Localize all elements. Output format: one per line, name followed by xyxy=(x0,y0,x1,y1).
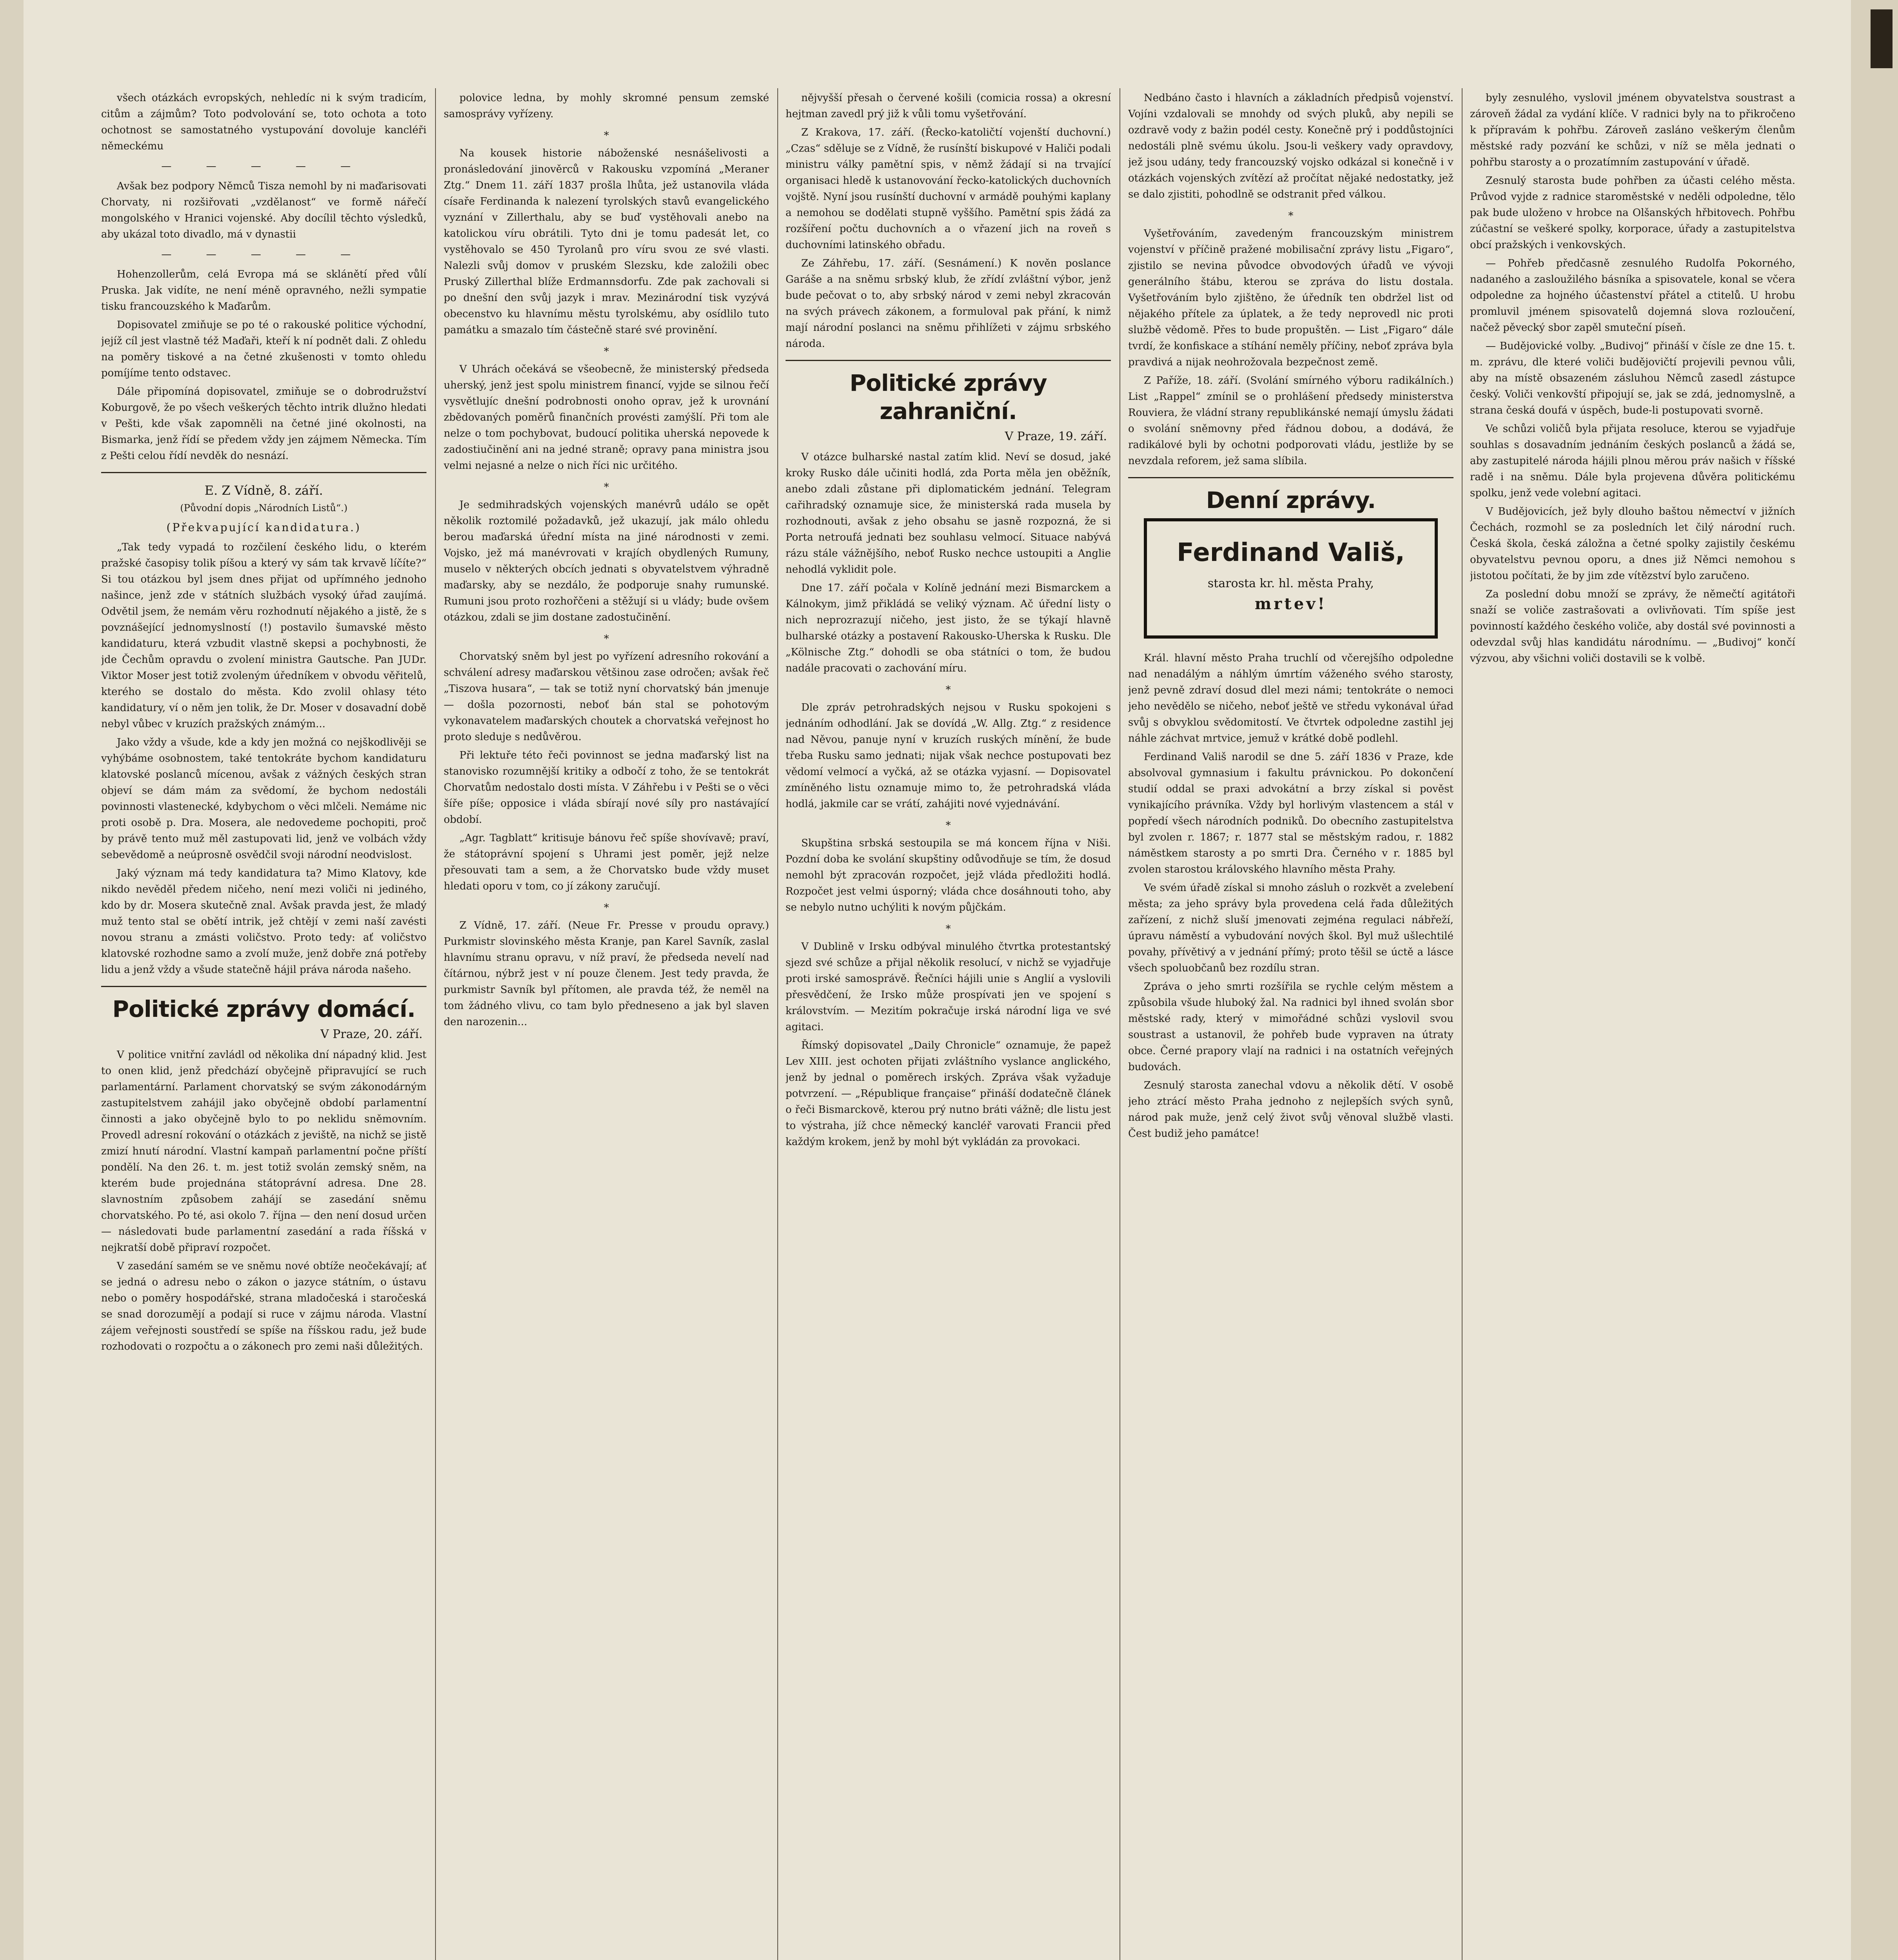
paragraph: Dopisovatel zmiňuje se po té o rakouské politice východní, jejíž cíl jest vlastně též Maďaři, kteří k ní podnět dali. Z ohledu na poměry tiskové a na četné zkušenosti v tomto ohledu pomíjíme tento odstavec. xyxy=(101,319,426,379)
article-subtitle: (Překvapující kandidatura.) xyxy=(166,521,361,534)
article-source: (Původní dopis „Národních Listů“.) xyxy=(180,503,348,514)
paragraph: Zpráva o jeho smrti rozšířila se rychle celým městem a způsobila všude hluboký žal. Na radnici byl ihned svolán sbor městské rady, který v mimořádné schůzi vyslovil svou soustrast a ustanovil, že pohřeb bude vypraven na útraty obce. Černé prapory vlají na radnici i na ostatních veřejných budovách. xyxy=(1128,981,1453,1073)
paragraph: Zesnulý starosta bude pohřben za účasti celého města. Průvod vyjde z radnice staroměstské v neděli odpoledne, tělo pak bude uloženo v hrobce na Olšanských hřbitovech. Pohřbu zúčastní se veškeré spolky, korporace, úřady a zastupitelstva obcí pražských i venkovských. xyxy=(1470,175,1795,251)
dateline: V Praze, 20. září. xyxy=(320,1027,423,1041)
star-divider-icon: * xyxy=(604,481,609,493)
column-rule xyxy=(777,88,778,1960)
paragraph: nějvyšší přesah o červené košili (comicia rossa) a okresní hejtman zavedl prý již k vůli tomu vyšetřování. xyxy=(786,92,1111,120)
paragraph: Král. hlavní město Praha truchlí od včerejšího odpoledne nad nenadálým a náhlým úmrtím váženého svého starosty, jenž pevně zdraví dosud dlel mezi námi; tentokráte o nemoci jeho nevědělo se ničeho, neboť ještě ve středu vykonával úřad svůj s obvyklou svědomitostí. Ve čtvrtek odpoledne zastihl jej náhle záchvat mrtvice, jemuž v krátké době podlehl. xyxy=(1128,652,1453,744)
dateline: V Praze, 19. září. xyxy=(1005,430,1107,443)
paragraph: Zesnulý starosta zanechal vdovu a několik dětí. V osobě jeho ztrácí město Praha jednoho z nejlepších svých synů, národ pak muže, jenž celý život svůj věnoval službě vlasti. Čest budiž jeho památce! xyxy=(1128,1080,1453,1140)
paragraph: Z Vídně, 17. září. (Neue Fr. Presse v proudu opravy.) Purkmistr slovinského města Kranje, pan Karel Savník, zaslal hlavnímu stranu opravu, v níž praví, že předseda nevelí nad čítárnou, nýbrž jest v ní pouze členem. Jest tedy pravda, že purkmistr Savník byl přítomen, ale pravda též, že neměl na tom žádného vlivu, co tam bylo předneseno a jak byl slaven den narozenin... xyxy=(444,920,769,1028)
paragraph: všech otázkách evropských, nehledíc ni k svým tradicím, citům a zájmům? Toto podvolování se, toto ochota a toto ochotnost se samostatného vystupování dovoluje kancléři německému xyxy=(101,92,426,152)
paragraph: polovice ledna, by mohly skromné pensum zemské samosprávy vyřízeny. xyxy=(444,92,769,120)
paragraph: V zasedání samém se ve sněmu nové obtíže neočekávají; ať se jedná o adresu nebo o zákon o jazyce státním, o ústavu nebo o poměry hospodářské, strana mladočeská i staročeská se snad dorozumějí a podají si ruce v zájmu národa. Vlastní zájem veřejnosti soustředí se spíše na říšskou radu, jež bude rozhodovati o rozpočtu a o zákonech pro zemi naši důležitých. xyxy=(101,1260,426,1352)
star-divider-icon: * xyxy=(1288,210,1294,222)
paragraph: Dále připomíná dopisovatel, zmiňuje se o dobrodružství Koburgově, že po všech veškerých těchto intrik dlužno hledati v Pešti, kde však zapomněli na četné jiné okolnosti, na Bismarka, jenž řídí se předem vždy jen zájmem Německa. Tím z Pešti celou řídí nevděk do nesnází. xyxy=(101,386,426,462)
star-divider-icon: * xyxy=(604,130,609,142)
column-5 xyxy=(1470,90,1795,1960)
paragraph: V Dublině v Irsku odbýval minulého čtvrtka protestantský sjezd své schůze a přijal několik resolucí, v nichž se vyjadřuje proti irské samosprávě. Řečníci hájili unie s Anglií a vyslovili přesvědčení, že Irsko může prospívati jen ve spojení s královstvím. — Mezitím pokračuje irská národní liga ve své agitaci. xyxy=(786,941,1111,1033)
paragraph: Hohenzollerům, celá Evropa má se sklánětí před vůlí Pruska. Jak vidíte, ne není méně opravného, nežli sympatie tisku francouzského k Maďarům. xyxy=(101,269,426,312)
ellipsis-dashes: — — — — — xyxy=(161,249,367,260)
paragraph: Ferdinand Vališ narodil se dne 5. září 1836 v Praze, kde absolvoval gymnasium i fakultu právnickou. Po dokončení studií oddal se praxi advokátní a brzy získal si pověst vynikajícího právníka. Vždy byl horlivým vlastencem a stál v popředí všech národních podniků. Do obecního zastupitelstva byl zvolen r. 1867; r. 1877 stal se městským radou, r. 1882 náměstkem starosty a po smrti Dra. Černého v r. 1885 byl zvolen starostou královského hlavního města Prahy. xyxy=(1128,751,1453,875)
paragraph: — Budějovické volby. „Budivoj“ přináší v čísle ze dne 15. t. m. zprávu, dle které voliči budějovičtí projevili pevnou vůli, aby na místě obsazeném zásluhou Němců zasedl zástupce český. Voliči venkovští připojují se, jak se zdá, jednomyslně, a strana česká doufá v úspěch, bude-li postupovati svorně. xyxy=(1470,340,1795,416)
paragraph: V Uhrách očekává se všeobecně, že ministerský předseda uherský, jenž jest spolu ministrem financí, vyjde se silnou řečí vysvětlujíc dnešní podrobnosti onoho oprav, jež k urovnání zbědovaných poměrů finančních provésti zamýšlí. Při tom ale nelze o tom pochybovat, budoucí politika uherská nepovede k zadostiučinění ani na jedné straně; opravy pana ministra jsou velmi nejasné a nelze o nich říci nic určitého. xyxy=(444,363,769,472)
paragraph: — Pohřeb předčasně zesnulého Rudolfa Pokorného, nadaného a zasloužilého básníka a spisovatele, konal se včera odpoledne za hojného účastenství přátel a ctitelů. U hrobu promluvil jménem spisovatelů dojemná slova rozloučení, načež pěvecký sbor zapěl smuteční píseň. xyxy=(1470,258,1795,334)
paragraph: V otázce bulharské nastal zatím klid. Neví se dosud, jaké kroky Rusko dále učiniti hodlá, zda Porta měla jen oběžník, anebo zdali zůstane při diplomatickém jednání. Telegram cařihradský oznamuje sice, že ministerská rada musela by rozhodnouti, avšak z jeho obsahu se jasně rozpozná, že si Porta netroufá jednati bez souhlasu velmocí. Situace nabývá rázu stále vážnějšího, neboť Rusko nechce ustoupiti a Anglie nehodlá vyklidit pole. xyxy=(786,451,1111,575)
paragraph: Nedbáno často i hlavních a základních předpisů vojenství. Vojíni vzdalovali se mnohdy od svých pluků, aby nepili se ozdravě vody z bažin podél cesty. Konečně prý i poddůstojníci nedostáli plně svému úkolu. Jsou-li veškery vady opravdovy, jež jsou udány, tedy francouzský vojsko odkázal si konečně i v otázkách vojenských zvítězí až pročítat nějaké nedostatky, jež se dalo zjistiti, pohodlně se odstranit před válkou. xyxy=(1128,92,1453,200)
column-2 xyxy=(444,90,769,1960)
registration-mark xyxy=(1871,9,1893,68)
article-title: E. Z Vídně, 8. září. xyxy=(204,483,323,498)
page-left-edge xyxy=(0,0,24,1960)
obituary-status: mrtev! xyxy=(1254,595,1327,613)
paragraph: Za poslední dobu množí se zprávy, že němečtí agitátoři snaží se voliče zastrašovati a ovlivňovati. Tím spíše jest povinností každého českého voliče, aby dostál své povinnosti a odevzdal svůj hlas kandidátu národnímu. — „Budivoj“ končí výzvou, aby všichni voliči dostavili se k volbě. xyxy=(1470,588,1795,664)
paragraph: Jaký význam má tedy kandidatura ta? Mimo Klatovy, kde nikdo nevěděl předem ničeho, není mezi voliči ni jediného, kdo by dr. Mosera skutečně znal. Avšak pravda jest, že mladý muž tento stal se obětí intrik, jež chtějí v zemi naší zavésti novou stranu a zmásti voličstvo. Proto tedy: ať voličstvo klatovské rozhodne samo a zvolí muže, jenž dobře zná potřeby lidu a jenž vždy a všude statečně hájil práva národa našeho. xyxy=(101,867,426,976)
paragraph: „Agr. Tagblatt“ kritisuje bánovu řeč spíše shovívavě; praví, že státoprávní spojení s Uhrami jest poměr, jejž nelze přesouvati tam a sem, a že Chorvatsko bude vždy muset hledati oporu v tom, co jí zákony zaručují. xyxy=(444,832,769,892)
section-heading-domestic: Politické zprávy domácí. xyxy=(112,996,416,1022)
divider xyxy=(786,360,1111,361)
paragraph: „Tak tedy vypadá to rozčilení českého lidu, o kterém pražské časopisy tolik píšou a který vy sám tak krvavě líčíte?“ Si tou otázkou byl jsem dnes přijat od upřímného jednoho našince, jenž zde v státních službách vysoký úřad zaujímá. Odvětil jsem, že nemám věru rozhodnutí nějakého a jistě, že s povznášející jednomyslností (!) postavilo šumavské město kandidaturu, která vzbudit vlastně skepsi a pochybnosti, že jde Čechům opravdu o zvolení ministra Gautsche. Pan JUDr. Viktor Moser jest totiž zvoleným úředníkem v obvodu věřitelů, kterého se dostalo do města. Kdo zvolil ohlasy této kandidatury, ví o něm jen tolik, že Dr. Moser v dosavadní době nebyl vůbec v kruzích pražských známým... xyxy=(101,541,426,730)
paragraph: Chorvatský sněm byl jest po vyřízení adresního rokování a schválení adresy maďarskou většinou zase odročen; avšak řeč „Tiszova husara“, — tak se totiž nyní chorvatský bán jmenuje — došla pozornosti, neboť bán stal se pohotovým vykonavatelem maďarských choutek a chorvatská veřejnost ho proto sleduje s nedůvěrou. xyxy=(444,651,769,743)
paragraph: Avšak bez podpory Němců Tisza nemohl by ni maďarisovati Chorvaty, ni rozšiřovati „vzdělanost“ ve formě nářečí mongolského v Hranici vojenské. Aby docílil těchto výsledků, aby ukázal toto divadlo, má v dynastii xyxy=(101,180,426,240)
paragraph: Z Krakova, 17. září. (Řecko-katoličtí vojenští duchovní.) „Czas“ sděluje se z Vídně, že rusínští biskupové v Haliči podali ministru války pamětní spis, v němž žádají si na trvající organisaci hledě k ustanovování řecko-katolických duchovních vojště. Nyní jsou rusínští duchovní v armádě pouhými kaplany a nemohou se dodělati stupně vyššího. Pamětní spis žádá za rozšíření počtu duchovních a o vřazení jich na roveň s duchovními latinského obřadu. xyxy=(786,127,1111,251)
paragraph: Skupština srbská sestoupila se má koncem října v Niši. Pozdní doba ke svolání skupštiny odůvodňuje se tím, že dosud nemohl být zpracován rozpočet, jejž vláda předložiti hodlá. Rozpočet jest velmi úsporný; vláda chce dosáhnouti toho, aby se nebylo nutno uchýliti k novým půjčkám. xyxy=(786,837,1111,913)
column-3 xyxy=(786,90,1111,1960)
obituary-name: Ferdinand Vališ, xyxy=(1177,538,1405,567)
paragraph: Ve schůzi voličů byla přijata resoluce, kterou se vyjadřuje souhlas s dosavadním jednáním českých poslanců a žádá se, aby zastupitelé národa hájili plnou měrou práv našich v říšské radě i na sněmu. Dále byla projevena důvěra politickému spolku, jenž vede volební agitaci. xyxy=(1470,423,1795,499)
paragraph: Ve svém úřadě získal si mnoho zásluh o rozkvět a zvelebení města; za jeho správy byla provedena celá řada důležitých zařízení, z nichž sluší jmenovati zejména regulaci nábřeží, úpravu náměstí a vybudování nových škol. Byl muž ušlechtilé povahy, přívětivý a v jednání přímý; proto těšil se úctě a lásce všech spoluobčanů bez rozdílu stran. xyxy=(1128,882,1453,974)
paragraph: Je sedmihradských vojenských manévrů událo se opět několik roztomilé požadavků, jež ukazují, jak málo ohledu berou maďarská úřední místa na jiné národnosti v zemi. Vojsko, jež má manévrovati v krajích obydlených Rumuny, muselo v některých obcích jednati s obyvatelstvem výhradně maďarsky, aby se nezdálo, že podporuje snahy rumunské. Rumuni jsou proto rozhořčeni a stěžují si u vlády; bude ovšem otázkou, zdali se jim dostane zadostučinění. xyxy=(444,499,769,623)
column-rule xyxy=(1462,88,1463,1960)
divider xyxy=(101,986,426,987)
star-divider-icon: * xyxy=(945,820,951,831)
column-1 xyxy=(101,90,426,1960)
paragraph: Dle zpráv petrohradských nejsou v Rusku spokojeni s jednáním odhodlání. Jak se dovídá „W. Allg. Ztg.“ z residence nad Něvou, panuje nyní v kruzích ruských mínění, že bude třeba Rusku samo jednati; nijak však nechce postupovati bez vědomí velmocí a vyčká, až se otázka vyjasní. — Dopisovatel zmíněného listu oznamuje mimo to, že petrohradská vláda hodlá, jakmile car se vrátí, zahájiti nové vyjednávání. xyxy=(786,702,1111,810)
star-divider-icon: * xyxy=(604,902,609,914)
column-rule xyxy=(435,88,436,1960)
paragraph: Na kousek historie náboženské nesnášelivosti a pronásledování jinověrců v Rakousku vzpomíná „Meraner Ztg.“ Dnem 11. září 1837 prošla lhůta, jež ustanovila vláda císaře Ferdinanda k nalezení tyrolských stavů evangelického vyznání v Zillerthalu, aby se buď vystěhovali anebo na katolickou víru obrátili. Tyto dni je tomu padesát let, co vystěhovalo se 450 Tyrolanů pro víru svou ze své vlasti. Nalezli svůj domov v pruském Slezsku, kde založili obec Pruský Zillerthal blíže Erdmannsdorfu. Zde pak zachovali si po dnešní den svůj jazyk i mrav. Mezinárodní tisk vyzývá obecenstvo ku hlavnímu městu tyrolskému, aby osídlilo tuto památku a smazalo tím částečně staré své provinění. xyxy=(444,147,769,336)
page-right-edge xyxy=(1851,0,1898,1960)
paragraph: Ze Záhřebu, 17. září. (Sesnámení.) K nověn poslance Garáše a na sněmu srbský klub, že zřídí zvláštní výbor, jenž bude pečovat o to, aby srbský národ v zemi nebyl zkracován na svých právech zákonem, a formuloval pak přání, k nimž mají národní poslanci na sněmu přihlížeti v zájmu srbského národa. xyxy=(786,258,1111,350)
obituary-box xyxy=(1144,518,1438,639)
divider xyxy=(1128,477,1453,478)
paragraph: Při lektuře této řeči povinnost se jedna maďarský list na stanovisko rozumnější kritiky a odbočí z toho, že se tentokrát Chorvatům nedostalo dosti místa. V Záhřebu i v Pešti se o věci šíře píše; opposice i vláda sbírají nové síly pro nastávající období. xyxy=(444,750,769,826)
paragraph: V Budějovicích, jež byly dlouho baštou němectví v jižních Čechách, rozmohl se za posledních let čilý národní ruch. Česká škola, česká záložna a četné spolky zajistily českému obyvatelstvu pevnou oporu, a dnes již Němci nemohou s jistotou počítati, že by jim zde vítězství bylo zaručeno. xyxy=(1470,506,1795,582)
divider xyxy=(101,472,426,473)
star-divider-icon: * xyxy=(604,633,609,645)
star-divider-icon: * xyxy=(945,684,951,696)
section-heading-daily: Denní zprávy. xyxy=(1206,487,1376,514)
star-divider-icon: * xyxy=(945,923,951,935)
star-divider-icon: * xyxy=(604,346,609,358)
paragraph: Z Paříže, 18. září. (Svolání smírného výboru radikálních.) List „Rappel“ zmínil se o prohlášení předsedy ministerstva Rouviera, že vládní strany republikánské nemají úmyslu žádati o svolání sněmovny před řádnou dobou, a dodává, že radikálové byli by ochotni podporovati vládu, jestliže by se nevzdala reforem, jež sama slíbila. xyxy=(1128,375,1453,467)
paragraph: Dne 17. září počala v Kolíně jednání mezi Bismarckem a Kálnokym, jimž přikládá se veliký význam. Ač úřední listy o nich neprozrazují ničeho, jest jisto, že se týkají hlavně bulharské otázky a postavení Rakousko-Uherska k Rusku. Dle „Kölnische Ztg.“ dohodli se oba státníci o tom, že budou nadále pracovati o zachování míru. xyxy=(786,582,1111,674)
paragraph: V politice vnitřní zavládl od několika dní nápadný klid. Jest to onen klid, jenž předchází obyčejně připravující se ruch parlamentární. Parlament chorvatský se svým zákonodárným zastupitelstvem zahájil jako obyčejně období parlamentní činnosti a jako obyčejně bylo to po neklidu sněmovním. Provedl adresní rokování o otázkách z jeviště, na nichž se jistě zmizí hnutí národní. Vlastní kampaň parlamentní počne příští pondělí. Na den 26. t. m. jest totiž svolán zemský sněm, na kterém bude projednána státoprávní adresa. Dne 28. slavnostním způsobem zahájí se zasedání sněmu chorvatského. Po té, asi okolo 7. října — den není dosud určen — následovati bude parlamentní zasedání a rada říšská v nejkratší době připraví rozpočet. xyxy=(101,1049,426,1254)
ellipsis-dashes: — — — — — xyxy=(161,160,367,172)
paragraph: Vyšetřováním, zavedeným francouzským ministrem vojenství v příčině pražené mobilisační zprávy listu „Figaro“, zjistilo se nevina původce obvodových úřadů ve vývoji generálního štábu, kterou se zpráva do listu dostala. Vyšetřováním bylo zjištěno, že úředník ten obdržel list od nějakého přítele za úplatek, a že tedy neprovedl nic proti službě vědomě. Přes to bude propuštěn. — List „Figaro“ dále tvrdí, že konfiskace a stíhání neměly příčiny, neboť zpráva byla pravdivá a nijak neohrožovala bezpečnost země. xyxy=(1128,228,1453,368)
section-heading-foreign: Politické zprávy zahraniční. xyxy=(849,370,1047,425)
obituary-role: starosta kr. hl. města Prahy, xyxy=(1207,577,1374,590)
paragraph: byly zesnulého, vyslovil jménem obyvatelstva soustrast a zároveň žádal za vydání klíče. V radnici byly na to přikročeno k přípravám k pohřbu. Zároveň zasláno veškerým členům městské rady pozvání ke schůzi, v níž se měla jednati o pohřbu starosty a o prozatímním zastupování v úřadě. xyxy=(1470,92,1795,168)
paragraph: Jako vždy a všude, kde a kdy jen možná co nejškodlivěji se vyhýbáme osobnostem, také tentokráte bychom kandidaturu klatovské poslanců mícenou, avšak z vážných českých stran objeví se dám mám za svědomí, že bychom nedostáli povinnosti vlastenecké, kdybychom o věci mlčeli. Nemáme nic proti osobě p. Dra. Mosera, ale nedovedeme pochopiti, proč by právě tento muž měl zastupovati lid, jenž ve volbách vždy sebevědomě a neúprosně osvědčil svoji národní neodvislost. xyxy=(101,737,426,861)
paragraph: Římský dopisovatel „Daily Chronicle“ oznamuje, že papež Lev XIII. jest ochoten přijati zvláštního vyslance anglického, jenž by jednal o poměrech irských. Zpráva však vyžaduje potvrzení. — „République française“ přináší dodatečně článek o řeči Bismarckově, kterou prý nutno bráti vážně; dle listu jest to výstraha, jíž chce německý kancléř varovati Francii před každým krokem, jenž by mohl být vykládán za provokaci. xyxy=(786,1040,1111,1148)
column-4 xyxy=(1128,90,1453,1960)
